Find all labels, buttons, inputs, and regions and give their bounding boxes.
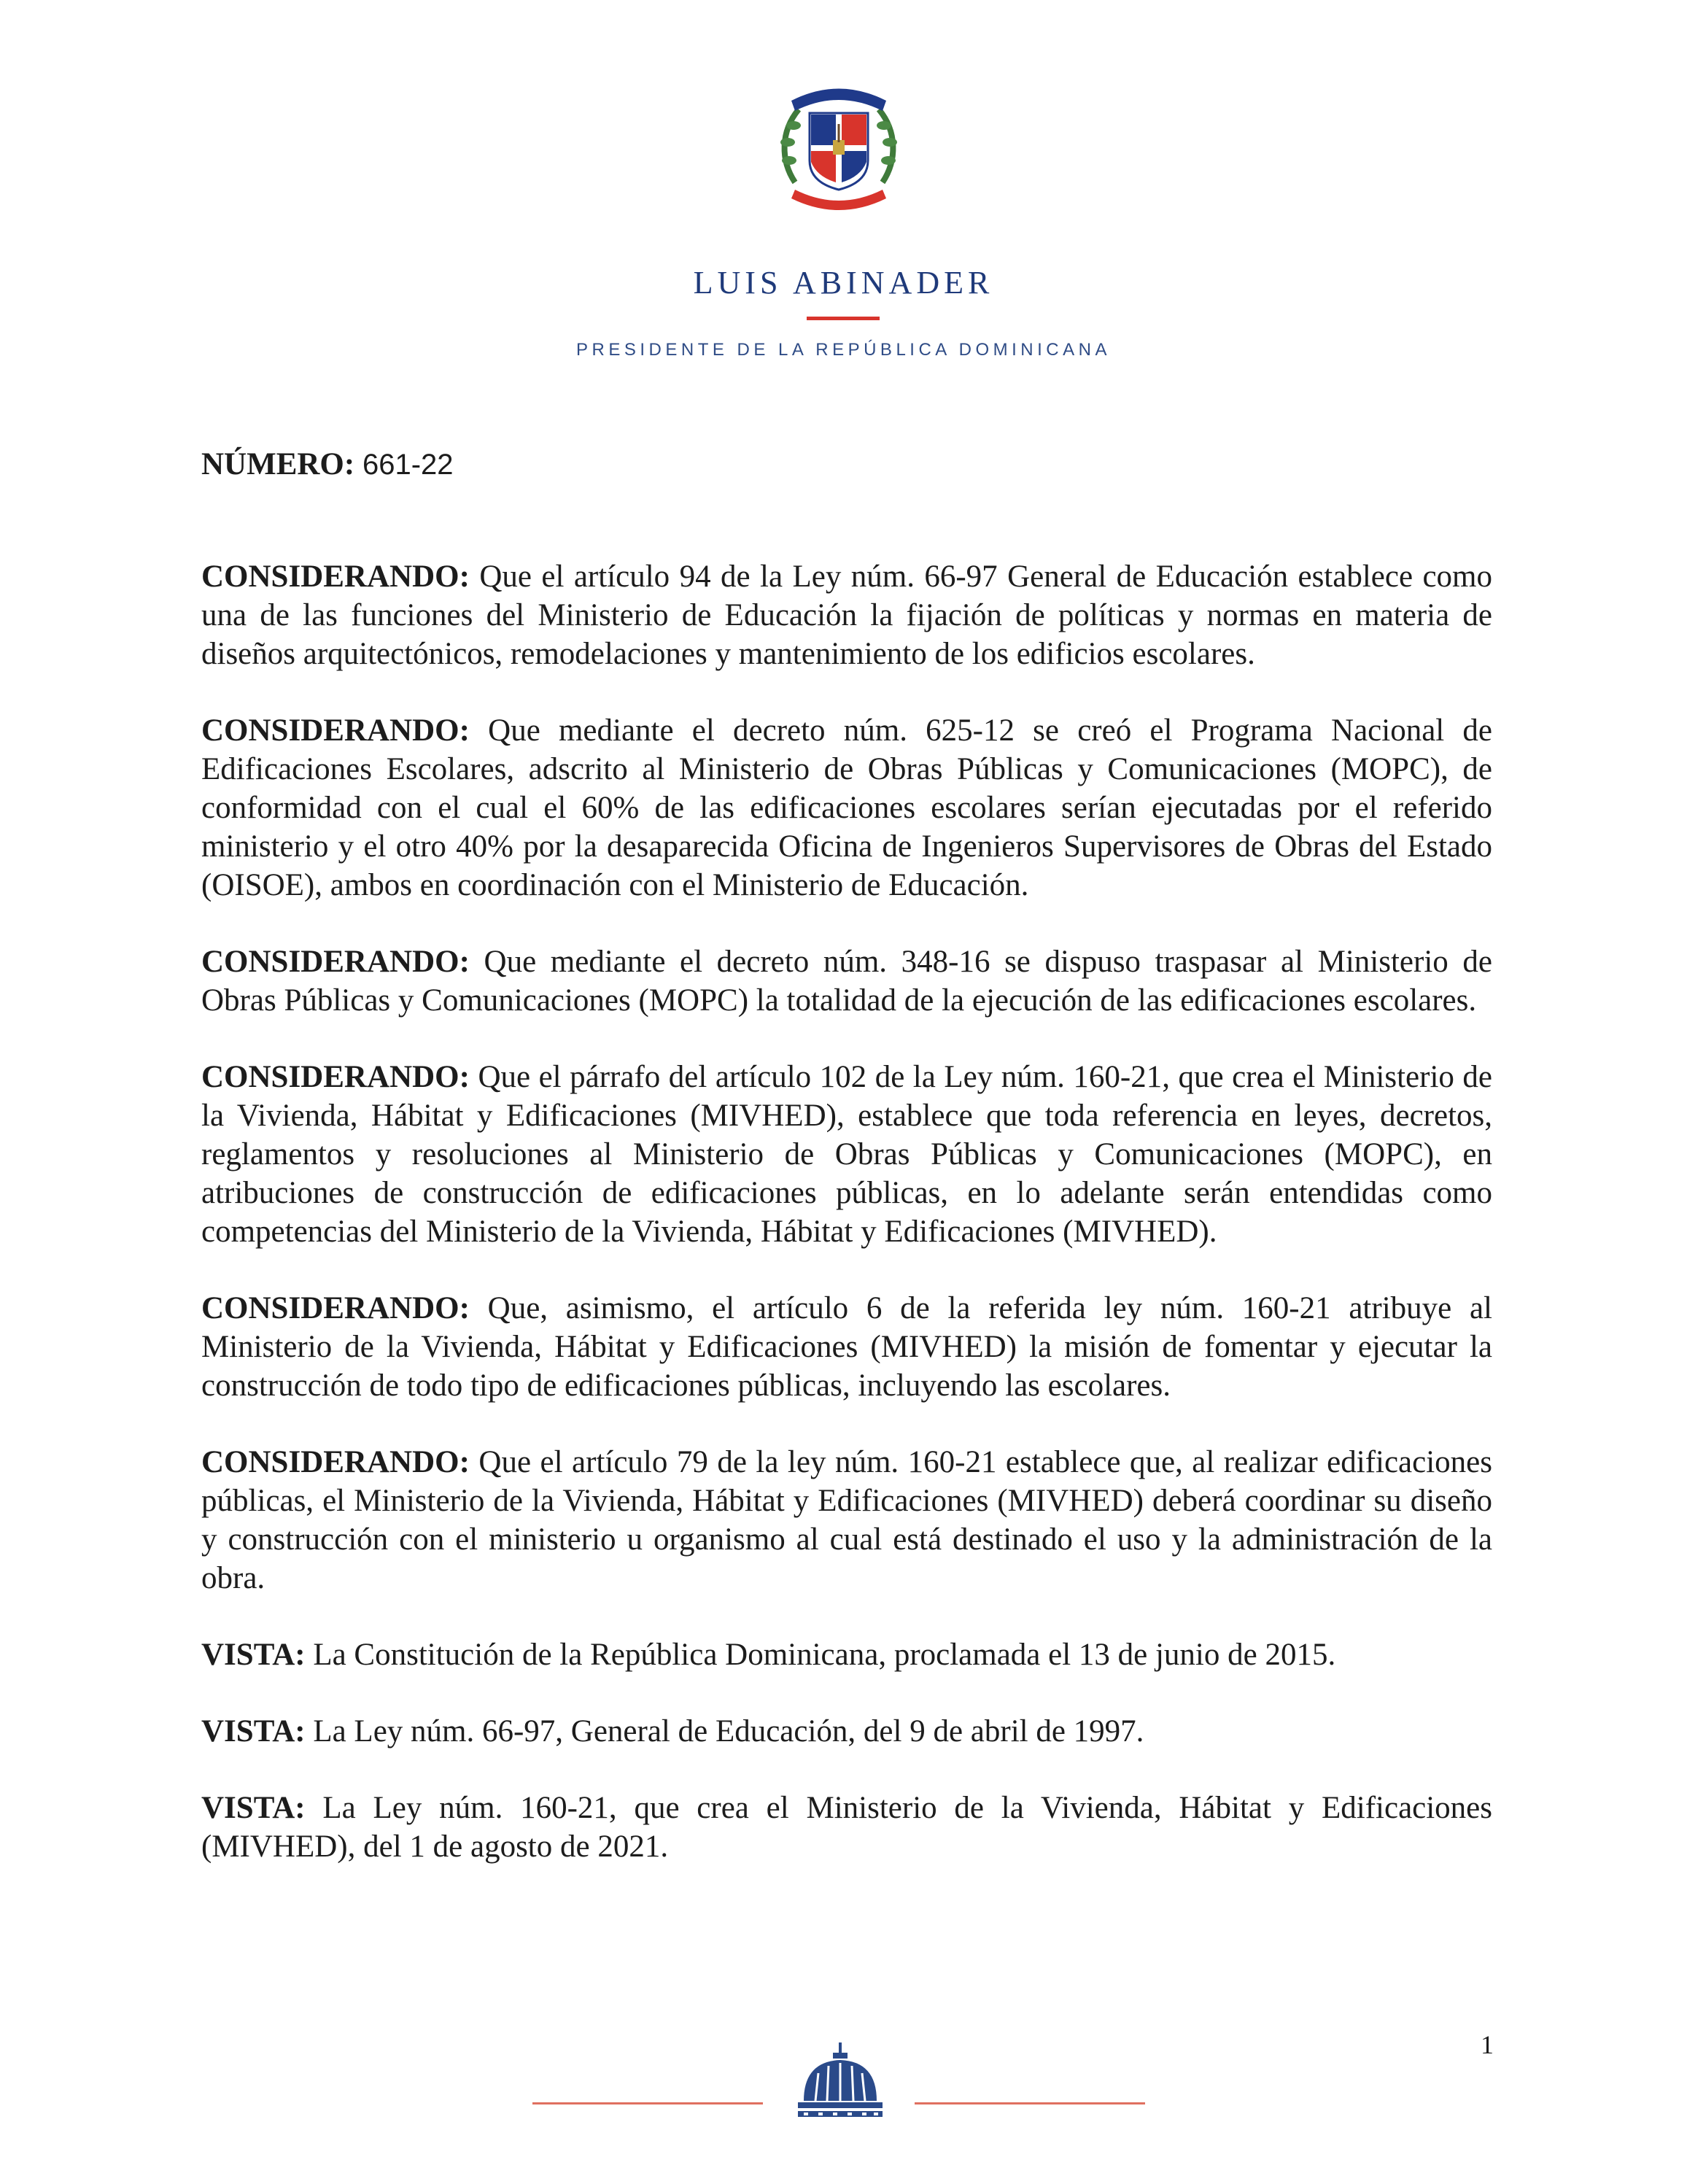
footer-rule-left <box>532 2102 763 2104</box>
page-number: 1 <box>1481 2030 1494 2059</box>
paragraph-text: Que el artículo 79 de la ley núm. 160-21 establece que, al realizar edificaciones públicas, el Ministerio de la Vivienda, Hábitat y Edificaciones (MIVHED) deberá coordinar su diseño y construcción con el ministerio u organismo al cual está destinado el uso y la administración de la obra. <box>201 1445 1492 1595</box>
paragraph-text: Que mediante el decreto núm. 625-12 se creó el Programa Nacional de Edificaciones Escolares, adscrito al Ministerio de Obras Públicas y Comunicaciones (MOPC), de conformidad con el cual el 60% de las edificaciones escolares serían ejecutadas por el referido ministerio y el otro 40% por la desaparecida Oficina de Ingenieros Supervisores de Obras del Estado (OISOE), ambos en coordinación con el Ministerio de Educación. <box>201 713 1493 902</box>
footer-rule-right <box>915 2102 1145 2104</box>
paragraph-text: La Constitución de la República Dominicana, proclamada el 13 de junio de 2015. <box>313 1638 1336 1672</box>
paragraph-text: Que mediante el decreto núm. 348-16 se dispuso traspasar al Ministerio de Obras Públicas y Comunicaciones (MOPC) la totalidad de la ejecución de las edificaciones escolares. <box>201 945 1492 1018</box>
decree-body <box>201 557 1492 1904</box>
palace-dome-icon <box>794 2041 887 2121</box>
considerando-paragraph <box>201 711 1492 905</box>
paragraph-keyword: CONSIDERANDO: <box>201 1060 470 1094</box>
paragraph-keyword: CONSIDERANDO: <box>201 713 470 748</box>
considerando-paragraph <box>201 557 1492 673</box>
paragraph-text: La Ley núm. 66-97, General de Educación, del 9 de abril de 1997. <box>313 1714 1144 1749</box>
header-divider <box>807 317 880 320</box>
president-title: PRESIDENTE DE LA REPÚBLICA DOMINICANA <box>576 340 1111 360</box>
decree-number <box>201 446 454 482</box>
decree-number-label: NÚMERO: <box>201 447 355 481</box>
paragraph-keyword: CONSIDERANDO: <box>201 945 470 979</box>
vista-paragraph <box>201 1789 1492 1866</box>
paragraph-keyword: VISTA: <box>201 1714 306 1749</box>
considerando-paragraph <box>201 1058 1492 1251</box>
considerando-paragraph <box>201 942 1492 1020</box>
vista-paragraph <box>201 1635 1492 1674</box>
paragraph-text: Que el artículo 94 de la Ley núm. 66-97 General de Educación establece como una de las funciones del Ministerio de Educación la fijación de políticas y normas en materia de diseños arquitectónicos, remodelaciones y mantenimiento de los edificios escolares. <box>201 559 1492 671</box>
coat-of-arms-icon <box>766 73 912 219</box>
president-name: LUIS ABINADER <box>693 265 994 301</box>
paragraph-keyword: CONSIDERANDO: <box>201 1291 470 1325</box>
paragraph-keyword: VISTA: <box>201 1791 306 1825</box>
paragraph-text: La Ley núm. 160-21, que crea el Ministerio de la Vivienda, Hábitat y Edificaciones (MIVHED), del 1 de agosto de 2021. <box>201 1791 1493 1864</box>
decree-number-value: 661-22 <box>362 449 454 481</box>
paragraph-text: Que, asimismo, el artículo 6 de la referida ley núm. 160-21 atribuye al Ministerio de la Vivienda, Hábitat y Edificaciones (MIVHED) la misión de fomentar y ejecutar la construcción de todo tipo de edificaciones públicas, incluyendo las escolares. <box>201 1291 1492 1403</box>
paragraph-keyword: CONSIDERANDO: <box>201 1445 470 1479</box>
paragraph-text: Que el párrafo del artículo 102 de la Ley núm. 160-21, que crea el Ministerio de la Vivienda, Hábitat y Edificaciones (MIVHED), establece que toda referencia en leyes, decretos, reglamentos y resoluciones al Ministerio de Obras Públicas y Comunicaciones (MOPC), en atribuciones de construcción de edificaciones públicas, en lo adelante serán entendidas como competencias del Ministerio de la Vivienda, Hábitat y Edificaciones (MIVHED). <box>201 1060 1492 1249</box>
considerando-paragraph <box>201 1443 1492 1598</box>
considerando-paragraph <box>201 1289 1492 1405</box>
paragraph-keyword: CONSIDERANDO: <box>201 559 470 594</box>
vista-paragraph <box>201 1712 1492 1751</box>
paragraph-keyword: VISTA: <box>201 1638 306 1672</box>
